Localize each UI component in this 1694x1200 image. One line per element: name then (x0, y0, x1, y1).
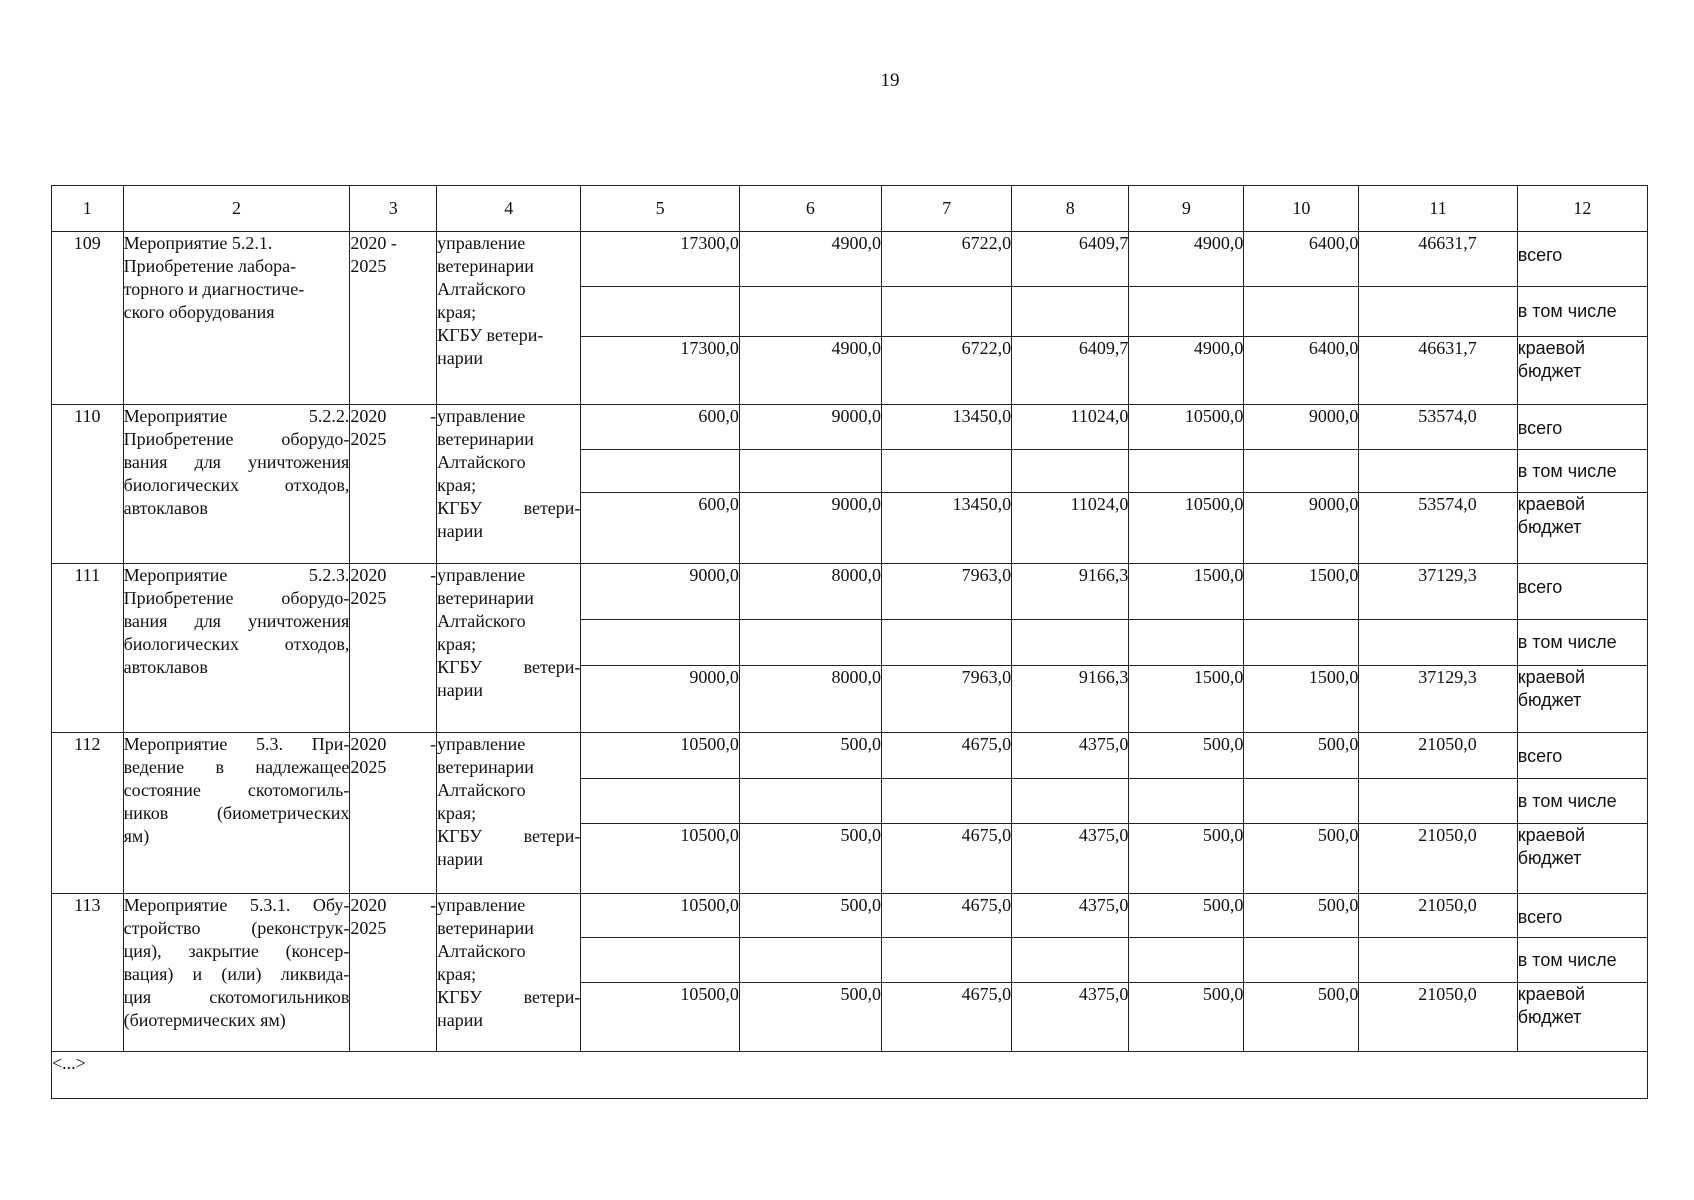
source-label-regional (1517, 983, 1647, 1052)
value-total: 7963,0 (881, 564, 1011, 620)
value-regional: 4675,0 (881, 983, 1011, 1052)
period-line: 2025 (350, 256, 387, 276)
description-line: вация) и (или) ликвида- (123, 964, 350, 984)
value-total: 4675,0 (881, 894, 1011, 938)
source-label-including: в том числе (1517, 287, 1647, 337)
column-header: 2 (123, 186, 350, 232)
executor-line: управление (437, 895, 526, 915)
value-regional: 11024,0 (1012, 493, 1129, 564)
period-line: 2020 - (350, 233, 397, 253)
value-regional: 500,0 (1244, 983, 1359, 1052)
value-total: 9000,0 (1244, 405, 1359, 450)
description-line: автоклавов (123, 657, 208, 677)
description-line: ского оборудования (123, 302, 275, 322)
executor-line: края; (437, 634, 477, 654)
source-label-total: всего (1517, 894, 1647, 938)
executor-line: края; (437, 803, 477, 823)
period-line: 2020 - (350, 406, 437, 426)
value-total: 1500,0 (1129, 564, 1244, 620)
value-total: 6722,0 (881, 232, 1011, 287)
source-label-regional (1517, 824, 1647, 894)
value-empty (1359, 620, 1517, 666)
executor-line: нарии (437, 1010, 484, 1030)
value-regional: 1500,0 (1129, 666, 1244, 733)
executor-line: нарии (437, 521, 484, 541)
column-header: 8 (1012, 186, 1129, 232)
description-line: состояние скотомогиль- (123, 780, 350, 800)
description-line: ям) (123, 826, 150, 846)
column-header: 10 (1244, 186, 1359, 232)
description-line: ников (биометрических (123, 803, 350, 823)
regional-label-line: краевой (1517, 825, 1586, 845)
value-empty (1129, 938, 1244, 983)
description-line: (биотермических ям) (123, 1010, 286, 1030)
source-label-including: в том числе (1517, 620, 1647, 666)
regional-label-line: краевой (1517, 338, 1586, 358)
value-empty (1359, 938, 1517, 983)
executor-line: КГБУ ветери- (437, 826, 581, 846)
description-line: ция скотомогильников (123, 987, 350, 1007)
value-regional: 500,0 (739, 983, 881, 1052)
value-regional: 500,0 (1129, 824, 1244, 894)
period-cell (350, 564, 437, 733)
value-total: 500,0 (1129, 894, 1244, 938)
executor-cell (437, 405, 581, 564)
executor-line: нарии (437, 348, 484, 368)
value-empty (581, 779, 739, 824)
value-regional: 21050,0 (1359, 824, 1517, 894)
value-empty (581, 938, 739, 983)
column-header: 11 (1359, 186, 1517, 232)
value-empty (1359, 450, 1517, 493)
value-total: 4375,0 (1012, 894, 1129, 938)
description-line: биологических отходов, (123, 634, 350, 654)
value-total: 53574,0 (1359, 405, 1517, 450)
value-total: 4675,0 (881, 733, 1011, 779)
description-line: ведение в надлежащее (123, 757, 350, 777)
value-total: 4900,0 (739, 232, 881, 287)
executor-line: КГБУ ветери- (437, 987, 581, 1007)
regional-label-line: бюджет (1517, 1007, 1582, 1027)
executor-cell (437, 894, 581, 1052)
value-regional: 4375,0 (1012, 824, 1129, 894)
value-regional: 7963,0 (881, 666, 1011, 733)
value-total: 21050,0 (1359, 894, 1517, 938)
value-regional: 10500,0 (581, 824, 739, 894)
value-regional: 500,0 (1244, 824, 1359, 894)
row-number: 113 (52, 894, 124, 1052)
executor-cell (437, 564, 581, 733)
value-empty (1129, 287, 1244, 337)
column-header: 7 (881, 186, 1011, 232)
source-label-total: всего (1517, 564, 1647, 620)
description-line: Приобретение лабора- (123, 256, 297, 276)
executor-line: Алтайского (437, 780, 526, 800)
executor-line: ветеринарии (437, 757, 534, 777)
source-label-regional (1517, 493, 1647, 564)
value-total: 6409,7 (1012, 232, 1129, 287)
description-line: торного и диагностиче- (123, 279, 305, 299)
executor-line: края; (437, 964, 477, 984)
value-regional: 10500,0 (1129, 493, 1244, 564)
activity-description (123, 405, 350, 564)
value-regional: 10500,0 (581, 983, 739, 1052)
period-line: 2025 (350, 429, 387, 449)
value-total: 600,0 (581, 405, 739, 450)
value-empty (881, 450, 1011, 493)
regional-label-line: бюджет (1517, 848, 1582, 868)
executor-line: края; (437, 475, 477, 495)
value-regional: 6400,0 (1244, 337, 1359, 405)
activity-description (123, 894, 350, 1052)
executor-line: нарии (437, 849, 484, 869)
value-empty (1012, 620, 1129, 666)
executor-line: КГБУ ветери- (437, 657, 581, 677)
column-header: 3 (350, 186, 437, 232)
value-total: 9166,3 (1012, 564, 1129, 620)
executor-line: Алтайского (437, 452, 526, 472)
value-total: 17300,0 (581, 232, 739, 287)
value-empty (1244, 450, 1359, 493)
value-empty (739, 938, 881, 983)
period-cell (350, 733, 437, 894)
table-row (52, 564, 1648, 620)
regional-label-line: краевой (1517, 984, 1586, 1004)
value-total: 9000,0 (581, 564, 739, 620)
continuation-marker: <...> (52, 1052, 1648, 1099)
value-empty (1244, 779, 1359, 824)
executor-line: управление (437, 565, 526, 585)
description-line: Мероприятие 5.2.1. (123, 233, 273, 253)
source-label-total: всего (1517, 733, 1647, 779)
description-line: Приобретение оборудо- (123, 429, 350, 449)
table-row (52, 405, 1648, 450)
value-regional: 9166,3 (1012, 666, 1129, 733)
table-row (52, 733, 1648, 779)
activity-description (123, 733, 350, 894)
value-total: 9000,0 (739, 405, 881, 450)
value-regional: 500,0 (1129, 983, 1244, 1052)
value-regional: 37129,3 (1359, 666, 1517, 733)
description-line: ция), закрытие (консер- (123, 941, 350, 961)
value-regional: 46631,7 (1359, 337, 1517, 405)
description-line: вания для уничтожения (123, 452, 350, 472)
description-line: Мероприятие 5.3. При- (123, 734, 350, 754)
value-regional: 9000,0 (581, 666, 739, 733)
period-line: 2025 (350, 588, 387, 608)
column-header: 9 (1129, 186, 1244, 232)
page-number: 19 (880, 70, 900, 91)
continuation-row (52, 1052, 1648, 1099)
value-regional: 17300,0 (581, 337, 739, 405)
description-line: автоклавов (123, 498, 208, 518)
value-total: 500,0 (739, 894, 881, 938)
value-regional: 600,0 (581, 493, 739, 564)
column-header: 6 (739, 186, 881, 232)
executor-line: Алтайского (437, 941, 526, 961)
value-empty (1012, 938, 1129, 983)
value-regional: 4900,0 (739, 337, 881, 405)
value-total: 11024,0 (1012, 405, 1129, 450)
value-regional: 4900,0 (1129, 337, 1244, 405)
executor-line: Алтайского (437, 611, 526, 631)
value-regional: 9000,0 (739, 493, 881, 564)
value-empty (581, 450, 739, 493)
value-total: 1500,0 (1244, 564, 1359, 620)
value-empty (1244, 287, 1359, 337)
source-label-including: в том числе (1517, 450, 1647, 493)
period-cell (350, 405, 437, 564)
value-empty (1359, 779, 1517, 824)
column-header: 1 (52, 186, 124, 232)
value-total: 10500,0 (581, 733, 739, 779)
value-total: 500,0 (1129, 733, 1244, 779)
value-empty (881, 620, 1011, 666)
table-row (52, 232, 1648, 287)
source-label-regional (1517, 666, 1647, 733)
value-regional: 8000,0 (739, 666, 881, 733)
period-line: 2020 - (350, 734, 437, 754)
value-empty (881, 779, 1011, 824)
regional-label-line: бюджет (1517, 361, 1582, 381)
value-total: 4900,0 (1129, 232, 1244, 287)
row-number: 111 (52, 564, 124, 733)
value-regional: 4375,0 (1012, 983, 1129, 1052)
period-line: 2020 - (350, 895, 437, 915)
value-regional: 4675,0 (881, 824, 1011, 894)
column-header: 5 (581, 186, 739, 232)
column-header: 4 (437, 186, 581, 232)
regional-label-line: бюджет (1517, 517, 1582, 537)
source-label-total: всего (1517, 405, 1647, 450)
value-empty (581, 620, 739, 666)
value-regional: 9000,0 (1244, 493, 1359, 564)
executor-line: ветеринарии (437, 588, 534, 608)
value-empty (881, 938, 1011, 983)
source-label-regional (1517, 337, 1647, 405)
description-line: биологических отходов, (123, 475, 350, 495)
column-header: 12 (1517, 186, 1647, 232)
executor-line: ветеринарии (437, 918, 534, 938)
value-regional: 1500,0 (1244, 666, 1359, 733)
row-number: 109 (52, 232, 124, 405)
regional-label-line: краевой (1517, 494, 1586, 514)
value-total: 6400,0 (1244, 232, 1359, 287)
period-cell (350, 894, 437, 1052)
row-number: 110 (52, 405, 124, 564)
source-label-including: в том числе (1517, 779, 1647, 824)
executor-cell (437, 232, 581, 405)
regional-label-line: краевой (1517, 667, 1586, 687)
description-line: стройство (реконструк- (123, 918, 350, 938)
value-empty (1012, 779, 1129, 824)
budget-table (51, 185, 1648, 1099)
value-regional: 21050,0 (1359, 983, 1517, 1052)
value-total: 46631,7 (1359, 232, 1517, 287)
period-cell (350, 232, 437, 405)
value-empty (1129, 450, 1244, 493)
value-total: 21050,0 (1359, 733, 1517, 779)
description-line: Мероприятие 5.2.2. (123, 406, 350, 426)
value-regional: 13450,0 (881, 493, 1011, 564)
value-total: 13450,0 (881, 405, 1011, 450)
executor-cell (437, 733, 581, 894)
activity-description (123, 232, 350, 405)
value-empty (1359, 287, 1517, 337)
executor-line: Алтайского (437, 279, 526, 299)
value-empty (739, 779, 881, 824)
value-total: 8000,0 (739, 564, 881, 620)
value-total: 500,0 (739, 733, 881, 779)
source-label-including: в том числе (1517, 938, 1647, 983)
value-empty (581, 287, 739, 337)
value-empty (881, 287, 1011, 337)
period-line: 2025 (350, 757, 387, 777)
description-line: вания для уничтожения (123, 611, 350, 631)
value-total: 4375,0 (1012, 733, 1129, 779)
executor-line: управление (437, 406, 526, 426)
value-total: 10500,0 (1129, 405, 1244, 450)
activity-description (123, 564, 350, 733)
value-empty (739, 287, 881, 337)
period-line: 2020 - (350, 565, 437, 585)
executor-line: ветеринарии (437, 429, 534, 449)
value-regional: 53574,0 (1359, 493, 1517, 564)
executor-line: КГБУ ветери- (437, 325, 544, 345)
value-total: 500,0 (1244, 894, 1359, 938)
value-total: 500,0 (1244, 733, 1359, 779)
regional-label-line: бюджет (1517, 690, 1582, 710)
value-regional: 6409,7 (1012, 337, 1129, 405)
value-empty (739, 450, 881, 493)
description-line: Мероприятие 5.2.3. (123, 565, 350, 585)
source-label-total: всего (1517, 232, 1647, 287)
value-total: 37129,3 (1359, 564, 1517, 620)
executor-line: нарии (437, 680, 484, 700)
executor-line: КГБУ ветери- (437, 498, 581, 518)
value-empty (1244, 938, 1359, 983)
value-total: 10500,0 (581, 894, 739, 938)
description-line: Мероприятие 5.3.1. Обу- (123, 895, 350, 915)
description-line: Приобретение оборудо- (123, 588, 350, 608)
period-line: 2025 (350, 918, 387, 938)
value-empty (1244, 620, 1359, 666)
value-empty (1129, 620, 1244, 666)
value-empty (1012, 287, 1129, 337)
value-empty (739, 620, 881, 666)
header-row (52, 186, 1648, 232)
executor-line: управление (437, 233, 526, 253)
value-regional: 500,0 (739, 824, 881, 894)
value-regional: 6722,0 (881, 337, 1011, 405)
value-empty (1129, 779, 1244, 824)
table-row (52, 894, 1648, 938)
executor-line: края; (437, 302, 477, 322)
value-empty (1012, 450, 1129, 493)
row-number: 112 (52, 733, 124, 894)
executor-line: управление (437, 734, 526, 754)
executor-line: ветеринарии (437, 256, 534, 276)
